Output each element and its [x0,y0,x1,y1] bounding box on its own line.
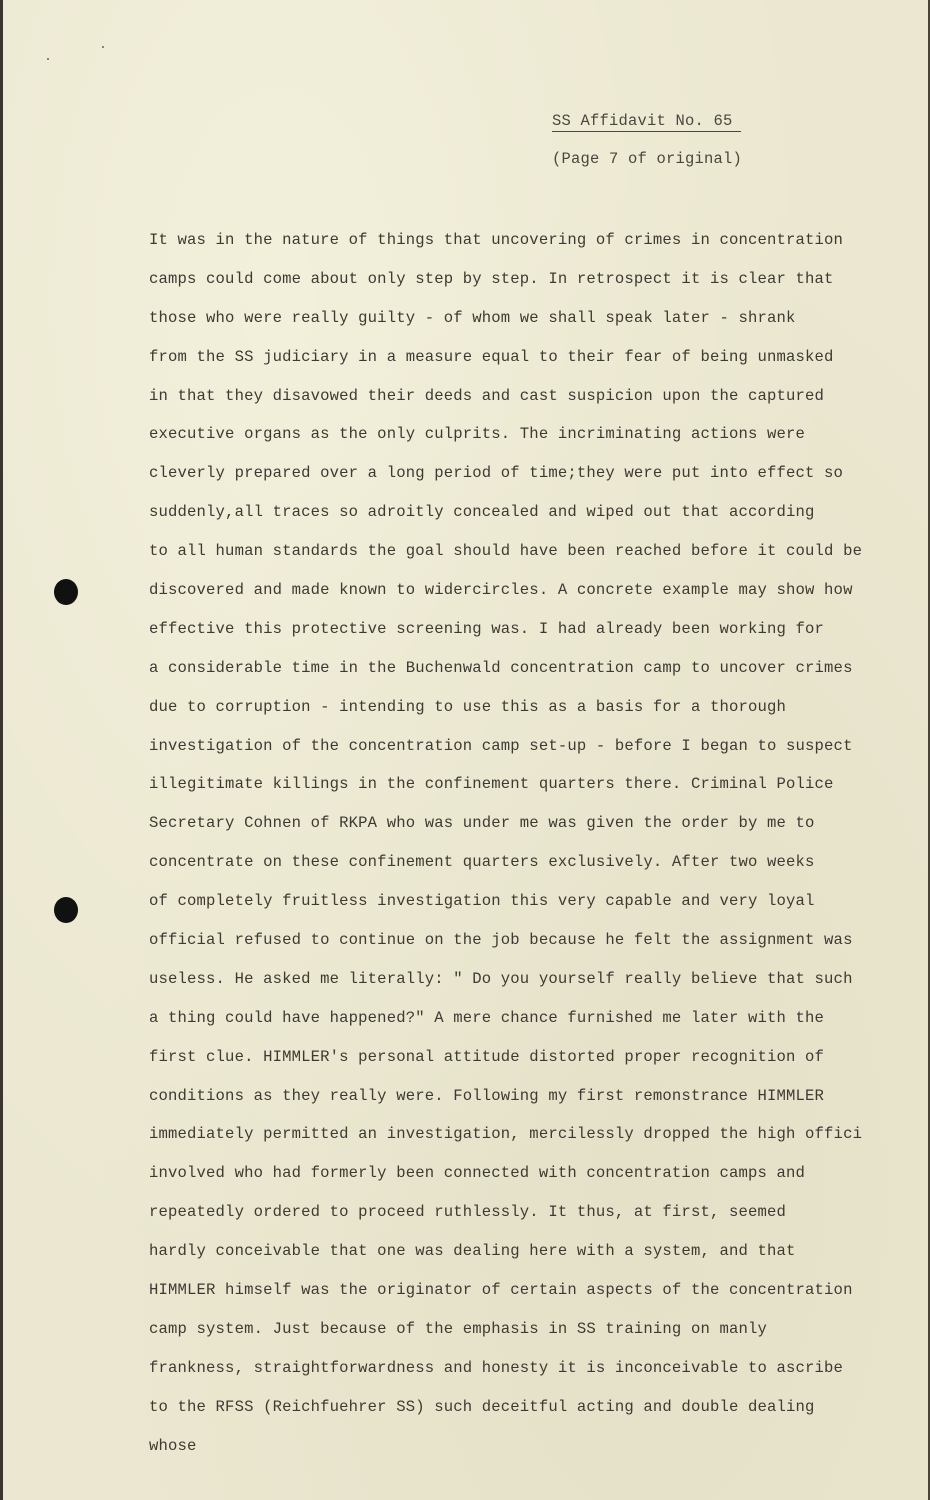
body-line: It was in the nature of things that uncovering of crimes in concentration [149,231,844,249]
punch-hole-top [54,579,78,605]
body-line: immediately permitted an investigation, mercilessly dropped the high offici [149,1125,863,1144]
paper-speck [102,46,104,48]
body-line: repeatedly ordered to proceed ruthlessly. It thus, at first, seemed [149,1203,787,1222]
body-line: HIMMLER himself was the originator of certain aspects of the concentration [149,1281,853,1300]
affidavit-body [149,228,909,1473]
body-line: suddenly,all traces so adroitly concealed and wiped out that according [149,503,815,522]
page-reference: (Page 7 of original) [552,150,743,168]
body-line: effective this protective screening was. I had already been working for [149,619,825,638]
body-line: first clue. HIMMLER's personal attitude distorted proper recognition of [149,1047,825,1066]
body-line: conditions as they really were. Following my first remonstrance HIMMLER [149,1086,825,1105]
body-line: discovered and made known to widercircles. A concrete example may show how [149,581,853,600]
body-line: camps could come about only step by step. In retrospect it is clear that [149,269,834,288]
body-line: cleverly prepared over a long period of time;they were put into effect so [149,464,844,483]
body-line: illegitimate killings in the confinement quarters there. Criminal Police [149,775,834,794]
body-line: whose [149,1436,197,1455]
affidavit-title: SS Affidavit No. 65 [552,112,741,132]
body-line: to the RFSS (Reichfuehrer SS) such deceitful acting and double dealing [149,1397,815,1416]
body-line: concentrate on these confinement quarters exclusively. After two weeks [149,853,815,872]
body-line: official refused to continue on the job because he felt the assignment was [149,931,853,950]
body-line: frankness, straightforwardness and honesty it is inconceivable to ascribe [149,1358,844,1377]
body-line: a thing could have happened?" A mere chance furnished me later with the [149,1008,825,1027]
body-line: of completely fruitless investigation this very capable and very loyal [149,892,815,911]
body-line: involved who had formerly been connected with concentration camps and [149,1164,806,1183]
body-line: camp system. Just because of the emphasis in SS training on manly [149,1319,768,1338]
body-line: a considerable time in the Buchenwald concentration camp to uncover crimes [149,658,853,677]
body-line: those who were really guilty - of whom we shall speak later - shrank [149,308,796,327]
punch-hole-bottom [54,897,78,923]
body-line: to all human standards the goal should have been reached before it could be [149,542,863,561]
body-line: executive organs as the only culprits. The incriminating actions were [149,425,806,444]
body-line: in that they disavowed their deeds and cast suspicion upon the captured [149,386,825,405]
page-left-edge [0,0,3,1500]
body-line: investigation of the concentration camp set-up - before I began to suspect [149,736,853,755]
body-line: hardly conceivable that one was dealing here with a system, and that [149,1242,796,1261]
body-line: useless. He asked me literally: " Do you yourself really believe that such [149,969,853,988]
body-line: Secretary Cohnen of RKPA who was under me was given the order by me to [149,814,815,833]
body-line: from the SS judiciary in a measure equal to their fear of being unmasked [149,347,834,366]
body-line: due to corruption - intending to use this as a basis for a thorough [149,697,787,716]
paper-speck [47,58,49,60]
